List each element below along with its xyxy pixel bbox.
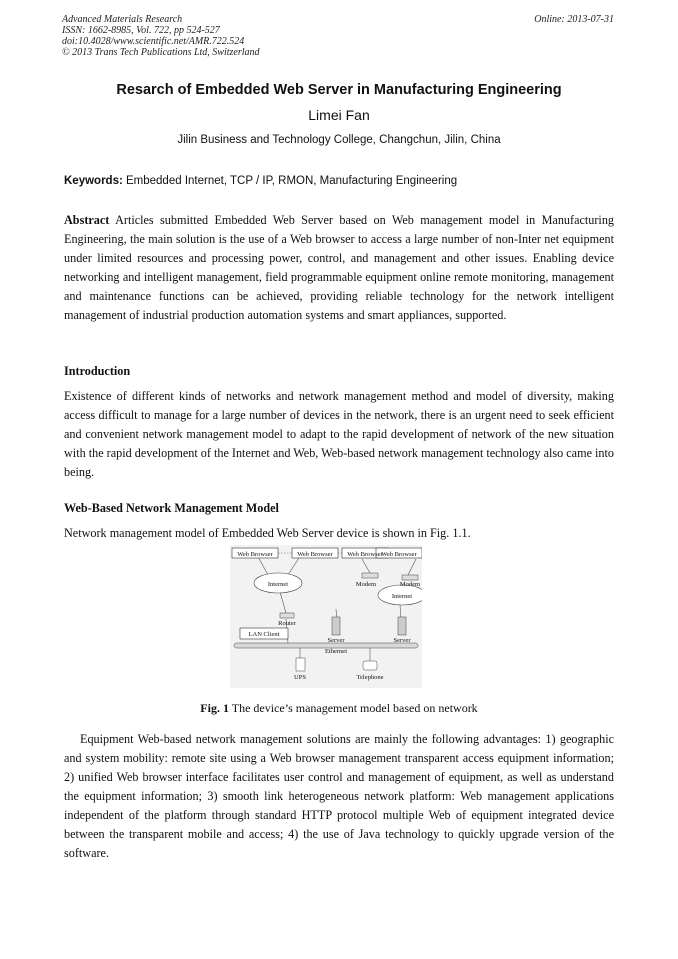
abstract-label: Abstract	[64, 213, 110, 227]
journal-issn: ISSN: 1662-8985, Vol. 722, pp 524-527	[62, 25, 220, 36]
fig-label-server-1: Server	[327, 637, 345, 644]
server-icon-right	[398, 617, 406, 635]
journal-header	[62, 14, 614, 58]
introduction-paragraph: Existence of different kinds of networks and network management method and model of diversity, making access difficult to manage for a large number of devices in the network, there is an urgent need to seek efficient and convenient network management model to adapt to the rapid development of network of the new situation with the rapid development of the Internet and Web, Web-based network management technology also came into being.	[64, 389, 614, 479]
ups-icon	[296, 658, 305, 671]
fig-label-lan-client: LAN Client	[248, 631, 280, 638]
fig-label-web-browser-4: Web Browser	[381, 551, 417, 558]
journal-copyright: © 2013 Trans Tech Publications Ltd, Switzerland	[62, 47, 260, 58]
introduction-heading: Introduction	[64, 364, 131, 378]
fig-label-internet-1: Internet	[267, 581, 289, 588]
fig-label-ups: UPS	[294, 674, 306, 681]
fig-label-server-2: Server	[393, 637, 411, 644]
paper-affiliation: Jilin Business and Technology College, Changchun, Jilin, China	[177, 134, 501, 146]
paper-title: Resarch of Embedded Web Server in Manufacturing Engineering	[116, 82, 562, 98]
keywords-line	[64, 175, 614, 187]
web-model-intro: Network management model of Embedded Web Server device is shown in Fig. 1.1.	[64, 526, 471, 540]
fig-label-modem-1: Modem	[355, 581, 377, 588]
advantages-paragraph: Equipment Web-based network management solutions are mainly the following advantages: 1) geographic and system mobility: remote site using a Web browser management transparent access equipment information; 2) unified Web browser interface facilitates user control and management of equipment, as well as understand the equipment information; 3) smooth link heterogeneous network platform: Web management applications independent of the platform through standard HTTP protocol multiple Web of equipment integrated device between the transparent mobile and access; 4) the use of Java technology to quickly upgrade version of the software.	[64, 732, 614, 860]
journal-doi: doi:10.4028/www.scientific.net/AMR.722.524	[62, 36, 245, 47]
fig-label-web-browser-3: Web Browser	[347, 551, 383, 558]
keywords-text: Embedded Internet, TCP / IP, RMON, Manufacturing Engineering	[126, 175, 458, 187]
fig-label-router: Router	[278, 620, 296, 627]
fig-label-internet-2: Internet	[391, 593, 413, 600]
abstract-paragraph	[64, 211, 614, 325]
fig-label-modem-2: Modem	[399, 581, 421, 588]
fig-label-web-browser-2: Web Browser	[297, 551, 333, 558]
figure-caption-label: Fig. 1	[200, 701, 229, 715]
abstract-text: Articles submitted Embedded Web Server based on Web management model in Manufacturing Engineering, the main solution is the use of a Web browser to access a large number of non-Inter net equipment under limited resources and processing power, control, and management and other issues. Enabling device networking and intelligent management, field programmable equipment online remote monitoring, management and maintenance functions can be achieved, providing reliable technology for the network intelligent management of industrial production automation systems and smart appliances, supported.	[64, 213, 615, 322]
network-diagram	[230, 545, 422, 688]
online-date: Online: 2013-07-31	[534, 14, 614, 25]
fig-label-telephone: Telephone	[356, 674, 384, 681]
figure-caption	[0, 701, 678, 716]
web-model-heading: Web-Based Network Management Model	[64, 501, 279, 515]
fig-label-ethernet: Ethernet	[324, 648, 348, 655]
fig-label-web-browser-1: Web Browser	[237, 551, 273, 558]
telephone-icon	[363, 661, 377, 670]
server-icon-left	[332, 617, 340, 635]
modem-icon-left	[362, 573, 378, 578]
modem-icon-right	[402, 575, 418, 580]
paper-author: Limei Fan	[308, 107, 370, 123]
figure-caption-text: The device’s management model based on network	[231, 701, 478, 715]
keywords-label: Keywords:	[64, 175, 123, 187]
router-icon	[280, 613, 294, 618]
journal-name: Advanced Materials Research	[62, 14, 183, 25]
